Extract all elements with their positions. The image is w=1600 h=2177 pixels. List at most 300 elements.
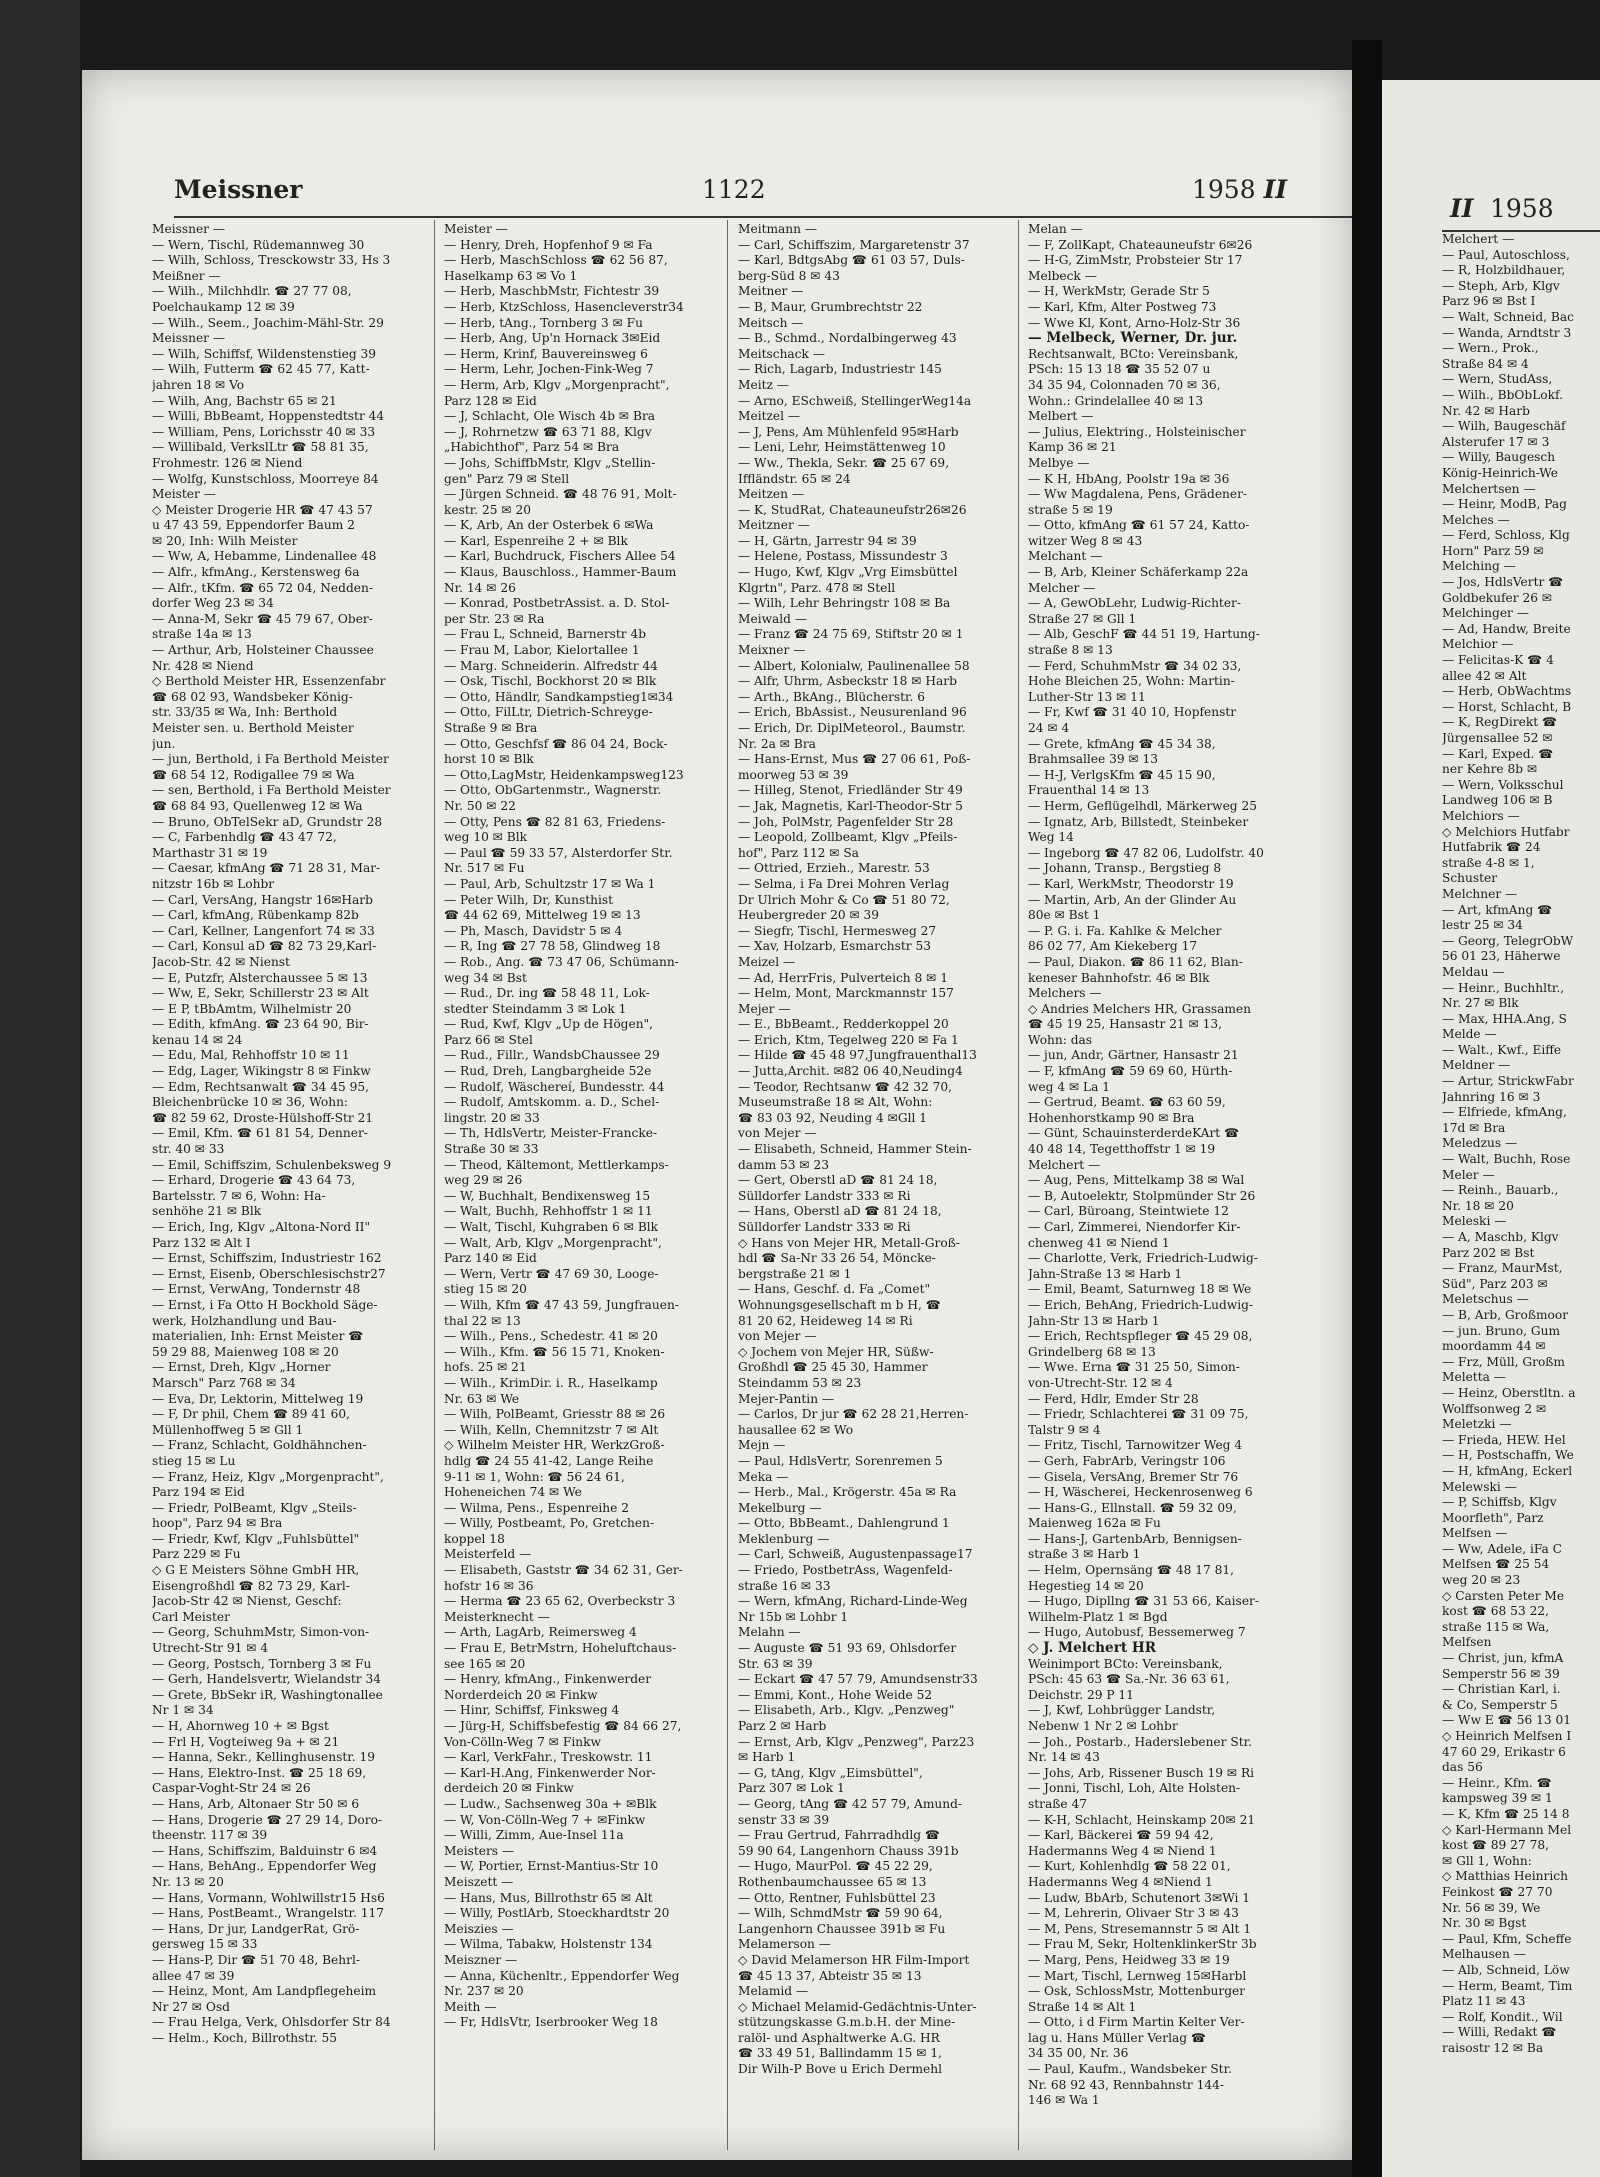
directory-entry-line: — Rudolf, Amtskomm. a. D., Schel- (444, 1095, 660, 1110)
directory-entry-line: — Eckart ☎ 47 57 79, Amundsenstr33 (738, 1672, 978, 1687)
directory-entry-line: Luther-Str 13 ✉ 11 (1028, 689, 1146, 704)
directory-entry-line: — Johann, Transp., Bergstieg 8 (1028, 861, 1222, 876)
directory-entry-line: kenau 14 ✉ 24 (152, 1032, 243, 1047)
directory-entry-line: — Frau M, Labor, Kielortallee 1 (444, 643, 640, 658)
directory-entry-line: Meklenburg — (738, 1531, 830, 1546)
directory-entry-line: Landweg 106 ✉ B (1442, 793, 1553, 808)
directory-entry-line: ◇ Andries Melchers HR, Grassamen (1028, 1001, 1251, 1016)
book-gutter (1352, 40, 1382, 2177)
directory-entry-line: — Hilde ☎ 45 48 97,Jungfrauenthal13 (738, 1048, 977, 1063)
directory-entry-line: — Hans, Vormann, Wohlwillstr15 Hs6 (152, 1890, 385, 1905)
directory-entry-line: Marthastr 31 ✉ 19 (152, 845, 268, 860)
directory-entry-line: — H, Wäscherei, Heckenrosenweg 6 (1028, 1485, 1253, 1500)
directory-entry-line: ☎ 68 84 93, Quellenweg 12 ✉ Wa (152, 798, 363, 813)
directory-entry-line: — Ww Magdalena, Pens, Grädener- (1028, 487, 1248, 502)
directory-entry-line: — Gerh, Handelsvertr, Wielandstr 34 (152, 1672, 381, 1687)
directory-entry-line: — J, Kwf, Lohbrügger Landstr, (1028, 1703, 1216, 1718)
directory-entry-line: — Wilh., Kfm. ☎ 56 15 71, Knoken- (444, 1344, 665, 1359)
directory-entry-line: — E P, tBbAmtm, Wilhelmistr 20 (152, 1001, 352, 1016)
directory-entry-line: — Fr, HdlsVtr, Iserbrooker Weg 18 (444, 2015, 658, 2030)
directory-entry-line: — B, Arb, Kleiner Schäferkamp 22a (1028, 565, 1249, 580)
directory-entry-line: — Willy, Postbeamt, Po, Gretchen- (444, 1516, 655, 1531)
directory-entry-line: ◇ Jochem von Mejer HR, Süßw- (738, 1344, 934, 1359)
directory-entry-line: Maienweg 162a ✉ Fu (1028, 1516, 1161, 1531)
directory-entry-line: — Frau Helga, Verk, Ohlsdorfer Str 84 (152, 2015, 391, 2030)
directory-entry-line: Norderdeich 20 ✉ Finkw (444, 1687, 598, 1702)
directory-entry-line: Meldner — (1442, 1058, 1511, 1073)
directory-entry-line: — Otty, Pens ☎ 82 81 63, Friedens- (444, 814, 666, 829)
directory-entry-line: — Carl, VersAng, Hangstr 16✉Harb (152, 892, 373, 907)
directory-entry-line: Melchior — (1442, 637, 1514, 652)
directory-entry-line: — Gerh, FabrArb, Veringstr 106 (1028, 1453, 1226, 1468)
directory-entry-line: — Jürg-H, Schiffsbefestig ☎ 84 66 27, (444, 1719, 682, 1733)
directory-entry-line: — Hans, Oberstl aD ☎ 81 24 18, (738, 1204, 942, 1219)
directory-entry-line: — Frau E, BetrMstrn, Hoheluftchaus- (444, 1641, 677, 1656)
directory-entry-line: straße 4-8 ✉ 1, (1442, 855, 1535, 870)
directory-entry-line: — Alb, GeschF ☎ 44 51 19, Hartung- (1028, 627, 1260, 642)
directory-entry-line: Meissner — (152, 331, 226, 346)
directory-entry-line: — Franz, Schlacht, Goldhähnchen- (152, 1438, 367, 1453)
directory-entry-line: Melchert — (1028, 1157, 1101, 1172)
directory-entry-line: lestr 25 ✉ 34 (1442, 918, 1523, 933)
directory-entry-line: — Artur, StrickwFabr (1442, 1074, 1574, 1089)
directory-entry-line: 34 35 94, Colonnaden 70 ✉ 36, (1028, 377, 1221, 392)
directory-entry-line: bergstraße 21 ✉ 1 (738, 1266, 852, 1281)
directory-entry-line: senstr 33 ✉ 39 (738, 1812, 830, 1827)
directory-entry-line: Horn" Parz 59 ✉ (1442, 543, 1544, 558)
directory-entry-line: — Wilh, SchmdMstr ☎ 59 90 64, (738, 1906, 943, 1921)
directory-entry-line: Parz 96 ✉ Bst I (1442, 294, 1536, 309)
directory-entry-line: — Emmi, Kont., Hohe Weide 52 (738, 1687, 933, 1702)
directory-entry-line: — Grete, BbSekr iR, Washingtonallee (152, 1687, 383, 1702)
directory-entry-line: jahren 18 ✉ Vo (152, 377, 245, 392)
directory-entry-line: ✉ 20, Inh: Wilh Meister (152, 533, 298, 548)
directory-entry-line: Goldbekufer 26 ✉ (1442, 590, 1553, 605)
directory-entry-line: — Franz, Heiz, Klgv „Morgenpracht", (152, 1469, 384, 1484)
directory-entry-line: — Ingeborg ☎ 47 82 06, Ludolfstr. 40 (1028, 845, 1264, 860)
directory-entry-line: Nr. 428 ✉ Niend (152, 658, 254, 673)
directory-entry-line: — Henry, Dreh, Hopfenhof 9 ✉ Fa (444, 237, 653, 252)
directory-entry-line: Melde — (1442, 1027, 1497, 1042)
directory-entry-line: Parz 140 ✉ Eid (444, 1251, 537, 1266)
directory-entry-line: — Hans, BehAng., Eppendorfer Weg (152, 1859, 377, 1874)
directory-entry-line: Bartelsstr. 7 ✉ 6, Wohn: Ha- (152, 1188, 326, 1203)
directory-entry-line: — W, Portier, Ernst-Mantius-Str 10 (444, 1859, 659, 1874)
directory-entry-line: werk, Holzhandlung und Bau- (152, 1313, 337, 1328)
column-2 (444, 222, 688, 2152)
directory-entry-line: Klgrtn", Parz. 478 ✉ Stell (738, 580, 896, 595)
directory-entry-line: ◇ Michael Melamid-Gedächtnis-Unter- (738, 1999, 977, 2014)
directory-entry-line: witzer Weg 8 ✉ 43 (1028, 533, 1143, 548)
directory-entry-line: — Helm, Mont, Marckmannstr 157 (738, 986, 954, 1001)
directory-entry-line: — Paul ☎ 59 33 57, Alsterdorfer Str. (444, 845, 673, 860)
directory-entry-line: Frauenthal 14 ✉ 13 (1028, 783, 1150, 798)
directory-entry-line: — Arthur, Arb, Holsteiner Chaussee (152, 643, 374, 658)
directory-entry-line: straße 14a ✉ 13 (152, 627, 252, 642)
directory-entry-line: ☎ 83 03 92, Neuding 4 ✉Gll 1 (738, 1110, 928, 1125)
directory-entry-line: — Carl, Schweiß, Augustenpassage17 (738, 1547, 973, 1562)
directory-entry-line: Nr. 2a ✉ Bra (738, 736, 816, 751)
directory-entry-line: — Helm., Koch, Billrothstr. 55 (152, 2030, 337, 2045)
directory-entry-line: — M, Lehrerin, Olivaer Str 3 ✉ 43 (1028, 1906, 1239, 1921)
directory-entry-line: Parz 2 ✉ Harb (738, 1719, 827, 1733)
directory-entry-line: — Julius, Elektring., Holsteinischer (1028, 424, 1246, 439)
directory-entry-line: — R, Ing ☎ 27 78 58, Glindweg 18 (444, 939, 661, 954)
directory-entry-line: — Rich, Lagarb, Industriestr 145 (738, 362, 942, 377)
directory-entry-line: — Heinz, Oberstltn. a (1442, 1385, 1576, 1400)
directory-entry-line: — Auguste ☎ 51 93 69, Ohlsdorfer (738, 1641, 957, 1656)
directory-entry-line: — Helm, Opernsäng ☎ 48 17 81, (1028, 1563, 1235, 1578)
directory-entry-line: ◇ Meister Drogerie HR ☎ 47 43 57 (152, 502, 373, 517)
directory-entry-line: — Otto, kfmAng ☎ 61 57 24, Katto- (1028, 518, 1250, 533)
directory-entry-line: — Herm, Lehr, Jochen-Fink-Weg 7 (444, 362, 654, 377)
directory-entry-line: Wohnungsgesellschaft m b H, ☎ (738, 1297, 941, 1312)
directory-entry-line: kampsweg 39 ✉ 1 (1442, 1791, 1553, 1806)
directory-entry-line: — H, WerkMstr, Gerade Str 5 (1028, 284, 1210, 299)
directory-entry-line: 56 01 23, Häherwe (1442, 949, 1561, 964)
directory-entry-line: PSch: 45 63 ☎ Sa.-Nr. 36 63 61, (1028, 1672, 1230, 1687)
directory-entry-line: Meiszies — (444, 1921, 514, 1936)
directory-entry-line: hausallee 62 ✉ Wo (738, 1422, 854, 1437)
directory-entry-line: — Gisela, VersAng, Bremer Str 76 (1028, 1469, 1239, 1484)
directory-entry-line: weg 34 ✉ Bst (444, 970, 527, 985)
directory-entry-line: moorweg 53 ✉ 39 (738, 767, 849, 782)
directory-entry-line: — Frau L, Schneid, Barnerstr 4b (444, 627, 647, 642)
directory-entry-line: materialien, Inh: Ernst Meister ☎ (152, 1329, 364, 1344)
directory-entry-line: — Ww E ☎ 56 13 01 (1442, 1713, 1571, 1728)
directory-entry-line: — Frz, Müll, Großm (1442, 1354, 1565, 1369)
directory-entry-line: Melchinger — (1442, 606, 1529, 621)
directory-entry-line: — Alb, Schneid, Löw (1442, 1962, 1570, 1977)
directory-entry-line: — Herm, Geflügelhdl, Märkerweg 25 (1028, 798, 1257, 813)
directory-entry-line: Melchiors — (1442, 808, 1520, 823)
directory-entry-line: straße 115 ✉ Wa, (1442, 1619, 1550, 1634)
directory-entry-line: — Georg, tAng ☎ 42 57 79, Amund- (738, 1796, 962, 1811)
directory-entry-line: — Helene, Postass, Missundestr 3 (738, 549, 948, 564)
directory-entry-line: Nr. 30 ✉ Bgst (1442, 1916, 1527, 1931)
directory-entry-line: — Otto, Händlr, Sandkampstieg1✉34 (444, 689, 674, 704)
directory-entry-line: Meletschus — (1442, 1292, 1529, 1307)
directory-entry-line: — Herm, Arb, Klgv „Morgenpracht", (444, 377, 670, 392)
directory-entry-line: kestr. 25 ✉ 20 (444, 502, 531, 517)
directory-entry-line: — Walt, Buchh, Rose (1442, 1152, 1571, 1167)
directory-entry-line: ◇ Melchiors Hutfabr (1442, 824, 1570, 839)
directory-entry-line: Sülldorfer Landstr 333 ✉ Ri (738, 1188, 911, 1203)
directory-entry-line: — Ernst, Eisenb, Oberschlesischstr27 (152, 1266, 386, 1281)
directory-entry-line: — jun, Andr, Gärtner, Hansastr 21 (1028, 1048, 1239, 1063)
directory-entry-line: — Siegfr, Tischl, Hermesweg 27 (738, 923, 937, 938)
directory-entry-line: ◇ Matthias Heinrich (1442, 1869, 1568, 1884)
scan-border-left (0, 0, 80, 2177)
directory-entry-line: Hegestieg 14 ✉ 20 (1028, 1578, 1144, 1593)
directory-entry-line: — H-G, ZimMstr, Probsteier Str 17 (1028, 253, 1243, 268)
directory-entry-line: — Karl, VerkFahr., Treskowstr. 11 (444, 1750, 653, 1765)
running-head (82, 175, 1352, 211)
directory-entry-line: — Otto,LagMstr, Heidenkampsweg123 (444, 767, 684, 782)
directory-entry-line: — Herb, MaschbMstr, Fichtestr 39 (444, 284, 660, 299)
directory-entry-line: — Karl, BdtgsAbg ☎ 61 03 57, Duls- (738, 253, 965, 268)
directory-entry-line: str. 40 ✉ 33 (152, 1142, 225, 1157)
directory-entry-line: Moorfleth", Parz (1442, 1510, 1544, 1525)
directory-entry-line: Straße 9 ✉ Bra (444, 721, 538, 735)
directory-entry-line: Nr. 14 ✉ 43 (1028, 1750, 1100, 1765)
directory-entry-line: Carl Meister (152, 1609, 230, 1624)
directory-entry-line: 24 ✉ 4 (1028, 721, 1070, 735)
directory-entry-line: Meiszner — (444, 1952, 518, 1967)
directory-entry-line: — Friedr, PolBeamt, Klgv „Steils- (152, 1500, 357, 1515)
directory-entry-line: Nr. 13 ✉ 20 (152, 1874, 224, 1889)
directory-entry-line: Semperstr 56 ✉ 39 (1442, 1666, 1560, 1681)
directory-entry-line: Hoheneichen 74 ✉ We (444, 1485, 582, 1500)
directory-entry-line: — Rud, Dreh, Langbargheide 52e (444, 1064, 652, 1079)
directory-entry-line: — Hans-Ernst, Mus ☎ 27 06 61, Poß- (738, 752, 971, 767)
directory-entry-line: — Ignatz, Arb, Billstedt, Steinbeker (1028, 814, 1249, 829)
directory-entry-line: Müllenhoffweg 5 ✉ Gll 1 (152, 1422, 304, 1437)
directory-entry-line: — Heinr, ModB, Pag (1442, 497, 1567, 512)
directory-entry-line: ◇ Wilhelm Meister HR, WerkzGroß- (444, 1438, 665, 1453)
directory-entry-line: — Walt, Buchh, Rehhoffstr 1 ✉ 11 (444, 1204, 653, 1219)
directory-entry-line: ☎ 45 13 37, Abteistr 35 ✉ 13 (738, 1968, 922, 1983)
directory-entry-line: Jürgensallee 52 ✉ (1442, 731, 1553, 745)
directory-entry-line: — Paul, Diakon. ☎ 86 11 62, Blan- (1028, 954, 1243, 969)
directory-entry-line: — P. G. i. Fa. Kahlke & Melcher (1028, 923, 1222, 938)
directory-entry-line: — Ottried, Erzieh., Marestr. 53 (738, 861, 930, 876)
directory-entry-line: — Hugo, Autobusf, Bessemerweg 7 (1028, 1625, 1246, 1640)
directory-entry-line: — Alfr., kfmAng., Kerstensweg 6a (152, 565, 360, 580)
directory-entry-line: — Hanna, Sekr., Kellinghusenstr. 19 (152, 1750, 375, 1765)
directory-entry-line: — Erich, Dr. DiplMeteorol., Baumstr. (738, 721, 966, 735)
directory-entry-line: — Herm, Krinf, Bauvereinsweg 6 (444, 346, 648, 361)
directory-entry-line: — Wilma, Pens., Espenreihe 2 (444, 1500, 629, 1515)
directory-entry-line: — F, kfmAng ☎ 59 69 60, Hürth- (1028, 1064, 1233, 1079)
directory-entry-line: PSch: 15 13 18 ☎ 35 52 07 u (1028, 362, 1211, 377)
directory-entry-line: Meitmann — (738, 222, 818, 236)
directory-entry-line: thal 22 ✉ 13 (444, 1313, 521, 1328)
directory-entry-line: Meitschack — (738, 346, 825, 361)
directory-entry-line: Nr. 517 ✉ Fu (444, 861, 525, 876)
directory-entry-line: damm 53 ✉ 23 (738, 1157, 830, 1172)
directory-entry-line: Meith — (444, 1999, 497, 2014)
directory-entry-line: Nr. 14 ✉ 26 (444, 580, 516, 595)
directory-entry-line: — Paul, HdlsVertr, Sorenremen 5 (738, 1453, 943, 1468)
directory-entry-line: Melbeck — (1028, 268, 1097, 283)
directory-entry-line: Wilhelm-Platz 1 ✉ Bgd (1028, 1609, 1168, 1624)
directory-entry-line: ◇ David Melamerson HR Film-Import (738, 1952, 970, 1967)
directory-entry-line: — Karl, Kfm, Alter Postweg 73 (1028, 299, 1217, 314)
directory-entry-line: von-Utrecht-Str. 12 ✉ 4 (1028, 1375, 1173, 1390)
directory-entry-line: 59 90 64, Langenhorn Chauss 391b (738, 1843, 959, 1858)
directory-entry-line: — Wilh., Seem., Joachim-Mähl-Str. 29 (152, 315, 384, 330)
directory-entry-line: — Reinh., Bauarb., (1442, 1183, 1559, 1198)
directory-entry-line: — R, Holzbildhauer, (1442, 263, 1566, 278)
directory-entry-line: Wohn: das (1028, 1032, 1093, 1047)
directory-entry-line: — Arth., BkAng., Blücherstr. 6 (738, 689, 926, 704)
directory-entry-line: Meka — (738, 1469, 789, 1484)
directory-entry-line: — Karl, Espenreihe 2 + ✉ Blk (444, 533, 628, 548)
directory-entry-line: Parz 229 ✉ Fu (152, 1547, 241, 1562)
directory-entry-line: Parz 202 ✉ Bst (1442, 1245, 1535, 1260)
directory-entry-line: — Wilh., Milchhdlr. ☎ 27 77 08, (152, 284, 352, 299)
directory-entry-line: Rothenbaumchaussee 65 ✉ 13 (738, 1874, 927, 1889)
directory-entry-line: — Melbeck, Werner, Dr. jur. (1028, 330, 1238, 347)
directory-entry-line: — Frau Gertrud, Fahrradhdlg ☎ (738, 1828, 941, 1843)
directory-entry-line: — Marg. Schneiderin. Alfredstr 44 (444, 658, 658, 673)
directory-entry-line: — Xav, Holzarb, Esmarchstr 53 (738, 939, 931, 954)
directory-entry-line: — Friedr, Kwf, Klgv „Fuhlsbüttel" (152, 1531, 360, 1546)
directory-entry-line: — Marg, Pens, Heidweg 33 ✉ 19 (1028, 1952, 1230, 1967)
directory-entry-line: — Bruno, ObTelSekr aD, Grundstr 28 (152, 814, 383, 829)
directory-entry-line: allee 42 ✉ Alt (1442, 668, 1527, 683)
directory-entry-line: — P, Schiffsb, Klgv (1442, 1495, 1557, 1510)
directory-entry-line: — Ludw, BbArb, Schutenort 3✉Wi 1 (1028, 1890, 1251, 1905)
directory-entry-line: Sülldorfer Landstr 333 ✉ Ri (738, 1220, 911, 1234)
directory-entry-line: — Edu, Mal, Rehhoffstr 10 ✉ 11 (152, 1048, 350, 1063)
directory-entry-line: Meisterfeld — (444, 1547, 532, 1562)
directory-entry-line: Meledzus — (1442, 1136, 1518, 1151)
directory-entry-line: — Otto, i d Firm Martin Kelter Ver- (1028, 2015, 1245, 2030)
directory-entry-line: — Rolf, Kondit., Wil (1442, 2009, 1563, 2024)
directory-entry-line: — Emil, Schiffszim, Schulenbeksweg 9 (152, 1157, 392, 1172)
directory-entry-line: Melhausen — (1442, 1947, 1526, 1962)
directory-entry-line: — Paul, Kaufm., Wandsbeker Str. (1028, 2062, 1232, 2077)
directory-entry-line: — Ph, Masch, Davidstr 5 ✉ 4 (444, 923, 623, 938)
directory-entry-line: chenweg 41 ✉ Niend 1 (1028, 1235, 1170, 1250)
directory-entry-line: — Wilh, PolBeamt, Griesstr 88 ✉ 26 (444, 1407, 666, 1422)
directory-entry-line: — Frl H, Vogteiweg 9a + ✉ 21 (152, 1734, 340, 1749)
directory-entry-line: stieg 15 ✉ 20 (444, 1282, 527, 1297)
directory-entry-line: — Alfr, Uhrm, Asbeckstr 18 ✉ Harb (738, 674, 957, 689)
directory-entry-line: — Ww, A, Hebamme, Lindenallee 48 (152, 549, 377, 564)
directory-entry-line: Meizel — (738, 954, 796, 969)
directory-entry-line: Melching — (1442, 559, 1516, 574)
directory-entry-line: keneser Bahnhofstr. 46 ✉ Blk (1028, 970, 1210, 985)
directory-entry-line: Mejer — (738, 1001, 791, 1016)
directory-entry-line: — K, Kfm ☎ 25 14 8 (1442, 1806, 1570, 1821)
directory-entry-line: — Rud., Dr. ing ☎ 58 48 11, Lok- (444, 986, 650, 1001)
header-rule (174, 216, 1352, 218)
directory-entry-line: — Max, HHA.Ang, S (1442, 1011, 1567, 1026)
directory-entry-line: kost ☎ 68 53 22, (1442, 1604, 1549, 1619)
directory-entry-line: — Charlotte, Verk, Friedrich-Ludwig- (1028, 1251, 1258, 1266)
directory-entry-line: — Ernst, Dreh, Klgv „Horner (152, 1360, 331, 1375)
directory-entry-line: — Friedo, PostbetrAss, Wagenfeld- (738, 1563, 953, 1578)
directory-entry-line: — Walt., Kwf., Eiffe (1442, 1042, 1562, 1057)
directory-entry-line: hdl ☎ Sa-Nr 33 26 54, Mönckе- (738, 1251, 936, 1266)
directory-entry-line: Meixner — (738, 643, 806, 658)
directory-entry-line: — Carl, Konsul aD ☎ 82 73 29,Karl- (152, 939, 377, 954)
directory-entry-line: — Otto, ObGartenmstr., Wagnerstr. (444, 783, 662, 798)
directory-entry-line: ☎ 45 19 25, Hansastr 21 ✉ 13, (1028, 1017, 1223, 1032)
directory-entry-line: Weg 14 (1028, 830, 1074, 845)
directory-entry-line: — Eva, Dr, Lektorin, Mittelweg 19 (152, 1391, 364, 1406)
directory-entry-line: Mejn — (738, 1438, 786, 1453)
directory-entry-line: — Wern, Vertr ☎ 47 69 30, Looge- (444, 1266, 659, 1281)
directory-entry-line: — Willi, BbBeamt, Hoppenstedtstr 44 (152, 409, 385, 424)
directory-entry-line: ☎ 82 59 62, Droste-Hülshoff-Str 21 (152, 1110, 374, 1125)
directory-entry-line: Nr. 18 ✉ 20 (1442, 1198, 1514, 1213)
directory-entry-line: straße 8 ✉ 13 (1028, 643, 1113, 658)
directory-entry-line: Melchant — (1028, 549, 1103, 564)
directory-entry-line: Parz 307 ✉ Lok 1 (738, 1781, 845, 1796)
directory-entry-line: Schuster (1442, 871, 1498, 886)
directory-entry-line: Weinimport BCto: Vereinsbank, (1028, 1656, 1223, 1671)
directory-entry-line: Straße 14 ✉ Alt 1 (1028, 1999, 1137, 2014)
directory-entry-line: allee 47 ✉ 39 (152, 1968, 235, 1983)
directory-entry-line: — Johs, Arb, Rissener Busch 19 ✉ Ri (1028, 1765, 1255, 1780)
directory-entry-line: Langenhorn Chaussee 391b ✉ Fu (738, 1921, 946, 1936)
directory-entry-line: Alsterufer 17 ✉ 3 (1442, 434, 1550, 449)
directory-entry-line: — Leopold, Zollbeamt, Klgv „Pfeils- (738, 830, 958, 845)
directory-entry-line: — Wolfg, Kunstschloss, Moorreye 84 (152, 471, 379, 486)
directory-entry-line: — Karl, WerkMstr, Theodorstr 19 (1028, 876, 1234, 891)
directory-entry-line: — A, Maschb, Klgv (1442, 1230, 1559, 1244)
directory-entry-line: — Hilleg, Stenot, Friedländer Str 49 (738, 783, 963, 798)
directory-entry-line: derdeich 20 ✉ Finkw (444, 1781, 574, 1796)
directory-entry-line: jun. (152, 736, 176, 751)
directory-entry-line: — Wanda, Arndtstr 3 (1442, 325, 1572, 340)
directory-entry-line: — Wilh, Ang, Bachstr 65 ✉ 21 (152, 393, 337, 408)
running-head-year: 1958 (1192, 175, 1256, 204)
directory-entry-line: Meitzner — (738, 518, 810, 533)
directory-entry-line: koppel 18 (444, 1531, 505, 1546)
directory-entry-line: raisostr 12 ✉ Ba (1442, 2040, 1544, 2055)
directory-entry-line: nitzstr 16b ✉ Lohbr (152, 876, 275, 891)
directory-entry-line: — Wilh., KrimDir. i. R., Haselkamp (444, 1375, 658, 1390)
directory-entry-line: — Wern., Prok., (1442, 341, 1539, 356)
directory-entry-line: — E., BbBeamt., Redderkoppel 20 (738, 1017, 949, 1032)
directory-entry-line: horst 10 ✉ Blk (444, 752, 534, 767)
directory-entry-line: — J, Pens, Am Mühlenfeld 95✉Harb (738, 424, 959, 439)
directory-entry-line: — K-H, Schlacht, Heinskamp 20✉ 21 (1028, 1812, 1256, 1827)
directory-entry-line: — Ww, E, Sekr, Schillerstr 23 ✉ Alt (152, 986, 369, 1001)
directory-entry-line: Hohenhorstkamp 90 ✉ Bra (1028, 1110, 1195, 1125)
directory-entry-line: — Rud., Fillr., WandsbChaussee 29 (444, 1048, 660, 1063)
directory-entry-line: Jacob-Str. 42 ✉ Nienst (152, 954, 290, 969)
directory-entry-line: straße 5 ✉ 19 (1028, 502, 1113, 517)
directory-entry-line: ◇ Berthold Meister HR, Essenzenfabr (152, 674, 386, 689)
directory-entry-line: Mejer-Pantin — (738, 1391, 835, 1406)
directory-entry-line: ✉ Harb 1 (738, 1750, 796, 1765)
directory-entry-line: weg 10 ✉ Blk (444, 830, 528, 845)
directory-entry-line: ☎ 68 54 12, Rodigallee 79 ✉ Wa (152, 767, 355, 782)
directory-entry-line: — Wilh., BbObLokf. (1442, 387, 1563, 402)
directory-entry-line: Melahn — (738, 1625, 801, 1640)
directory-entry-line: Meisters — (444, 1843, 515, 1858)
directory-entry-line: — Jonni, Tischl, Loh, Alte Holsten- (1028, 1781, 1241, 1796)
directory-entry-line: Melan — (1028, 222, 1083, 236)
directory-entry-line: — Hans, Elektro-Inst. ☎ 25 18 69, (152, 1765, 367, 1780)
directory-entry-line: — Fr, Kwf ☎ 31 40 10, Hopfenstr (1028, 705, 1237, 720)
directory-entry-line: — Hans, PostBeamt., Wrangelstr. 117 (152, 1906, 384, 1921)
directory-entry-line: stedter Steindamm 3 ✉ Lok 1 (444, 1001, 627, 1016)
directory-entry-line: — Herma ☎ 23 65 62, Overbeckstr 3 (444, 1594, 676, 1609)
directory-entry-line: — Willy, PostlArb, Stoeckhardtstr 20 (444, 1906, 670, 1921)
directory-entry-line: — Wern, StudAss, (1442, 372, 1553, 387)
directory-entry-line: — Wilh, Futterm ☎ 62 45 77, Katt- (152, 362, 370, 377)
directory-entry-line: theenstr. 117 ✉ 39 (152, 1828, 268, 1843)
column-3 (738, 222, 978, 2152)
directory-entry-line: Talstr 9 ✉ 4 (1028, 1422, 1101, 1437)
directory-entry-line: — Hinr, Schiffsf, Finksweg 4 (444, 1703, 620, 1718)
directory-entry-line: — Paul, Autoschloss, (1442, 247, 1570, 262)
directory-entry-line: — Osk, SchlossMstr, Mottenburger (1028, 1984, 1246, 1999)
directory-entry-line: — Franz, MaurMst, (1442, 1261, 1563, 1276)
directory-entry-line: ☎ 33 49 51, Ballindamm 15 ✉ 1, (738, 2046, 942, 2061)
directory-entry-line: — sen, Berthold, i Fa Berthold Meister (152, 783, 391, 798)
directory-entry-line: — Hans, Arb, Altonaer Str 50 ✉ 6 (152, 1796, 360, 1811)
directory-entry-line: Meißner — (152, 268, 221, 283)
directory-entry-line: — Otto, FilLtr, Dietrich-Schreyge- (444, 705, 653, 720)
